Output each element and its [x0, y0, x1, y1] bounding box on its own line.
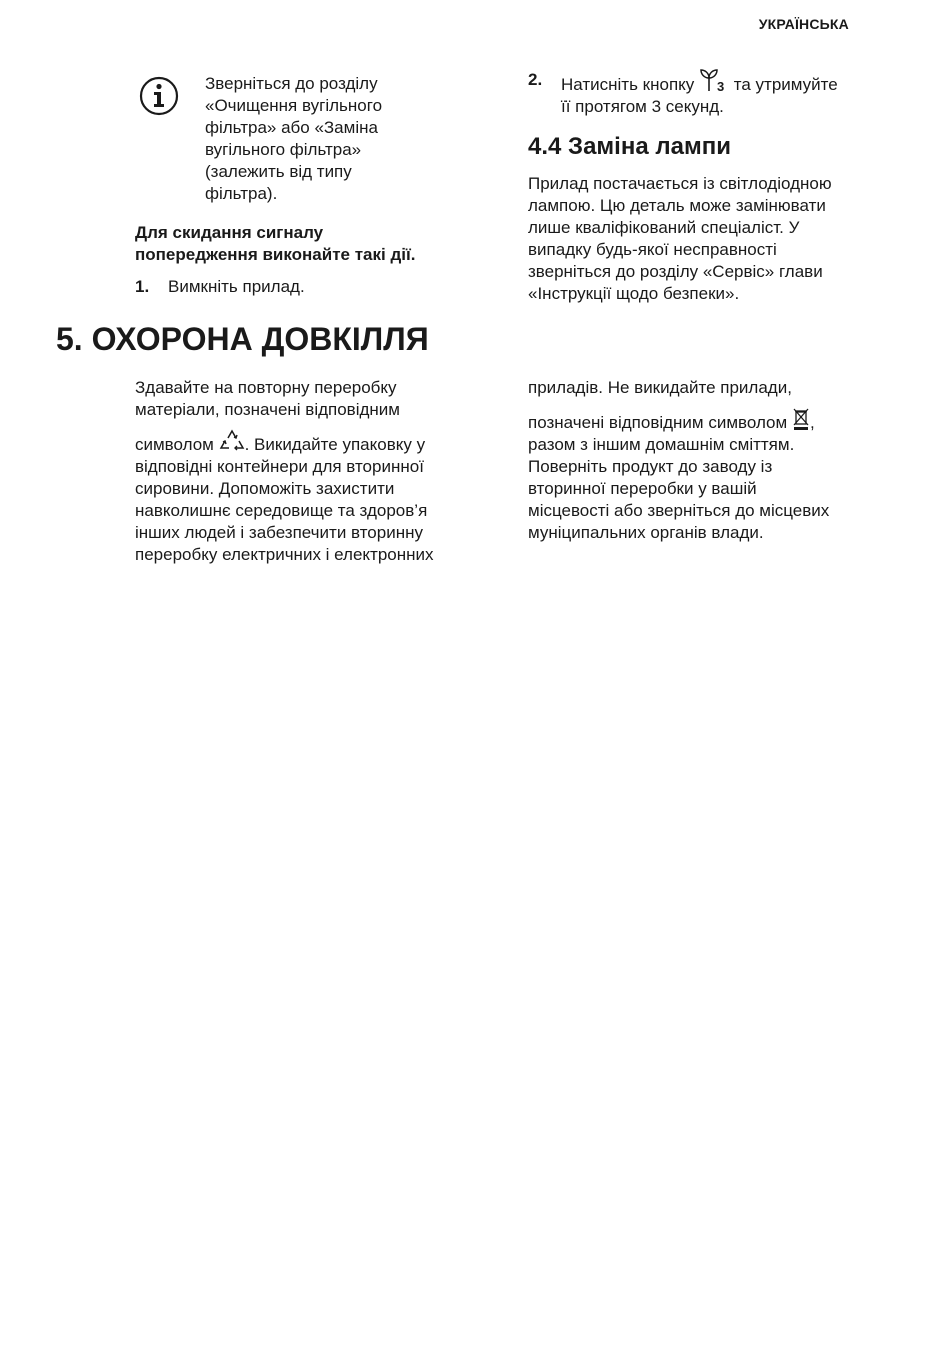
step-text: Вимкніть прилад.	[168, 277, 305, 296]
section-5-left-column	[135, 377, 495, 566]
fan-button-icon	[699, 69, 729, 93]
step-1	[135, 276, 480, 298]
step-2	[528, 69, 888, 118]
paragraph-line: навколишнє середовище та здоров’я	[135, 501, 428, 520]
info-note-line: вугільного фільтра»	[205, 140, 362, 159]
paragraph-line: Здавайте на повторну переробку	[135, 378, 397, 397]
paragraph-line: Прилад постачається із світлодіодною	[528, 174, 832, 193]
step-text: її протягом 3 секунд.	[561, 97, 724, 116]
section-5-title: 5. ОХОРОНА ДОВКІЛЛЯ	[56, 321, 429, 357]
reset-instruction	[135, 222, 480, 266]
info-icon	[139, 76, 179, 116]
paragraph-line: вторинної переробки у вашій	[528, 479, 757, 498]
info-note-line: «Очищення вугільного	[205, 96, 383, 115]
paragraph-line: муніципальних органів влади.	[528, 523, 764, 542]
info-note-line: Зверніться до розділу	[205, 74, 378, 93]
paragraph-line: випадку будь-якої несправності	[528, 240, 777, 259]
section-4-4-title: 4.4 Заміна лампи	[528, 133, 731, 160]
section-4-4-text	[528, 173, 888, 305]
svg-text:3: 3	[717, 79, 725, 93]
info-note-line: фільтра» або «Заміна	[205, 118, 378, 137]
info-note-text	[205, 73, 465, 205]
paragraph-line: сировини. Допоможіть захистити	[135, 479, 395, 498]
crossed-bin-icon	[792, 407, 810, 431]
paragraph-line: приладів. Не викидайте прилади,	[528, 378, 792, 397]
step-text: та утримуйте	[733, 75, 838, 94]
paragraph-line: переробку електричних і електронних	[135, 545, 434, 564]
paragraph-line: лише кваліфікований спеціаліст. У	[528, 218, 800, 237]
info-note-line: (залежить від типу	[205, 162, 352, 181]
paragraph-line: відповідні контейнери для вторинної	[135, 457, 424, 476]
paragraph-line: зверніться до розділу «Сервіс» глави	[528, 262, 823, 281]
section-5-right-column	[528, 377, 888, 544]
language-label: УКРАЇНСЬКА	[758, 16, 849, 32]
paragraph-line: разом з іншим домашнім сміттям.	[528, 435, 795, 454]
paragraph-line: інших людей і забезпечити вторинну	[135, 523, 423, 542]
paragraph-line: лампою. Цю деталь може замінювати	[528, 196, 826, 215]
step-number: 2.	[528, 70, 543, 89]
paragraph-line: матеріали, позначені відповідним	[135, 400, 400, 419]
paragraph-line: місцевості або зверніться до місцевих	[528, 501, 830, 520]
recycle-icon	[219, 429, 245, 453]
paragraph-line: «Інструкції щодо безпеки».	[528, 284, 740, 303]
paragraph-text: . Викидайте упаковку у	[244, 435, 426, 454]
paragraph-text: символом	[135, 435, 214, 454]
info-note-line: фільтра).	[205, 184, 278, 203]
reset-instruction-line: попередження виконайте такі дії.	[135, 245, 416, 264]
paragraph-line: Поверніть продукт до заводу із	[528, 457, 773, 476]
paragraph-text: позначені відповідним символом	[528, 413, 788, 432]
step-number: 1.	[135, 277, 150, 296]
step-text: Натисніть кнопку	[561, 75, 695, 94]
paragraph-text: ,	[809, 413, 815, 432]
reset-instruction-line: Для скидання сигналу	[135, 223, 324, 242]
